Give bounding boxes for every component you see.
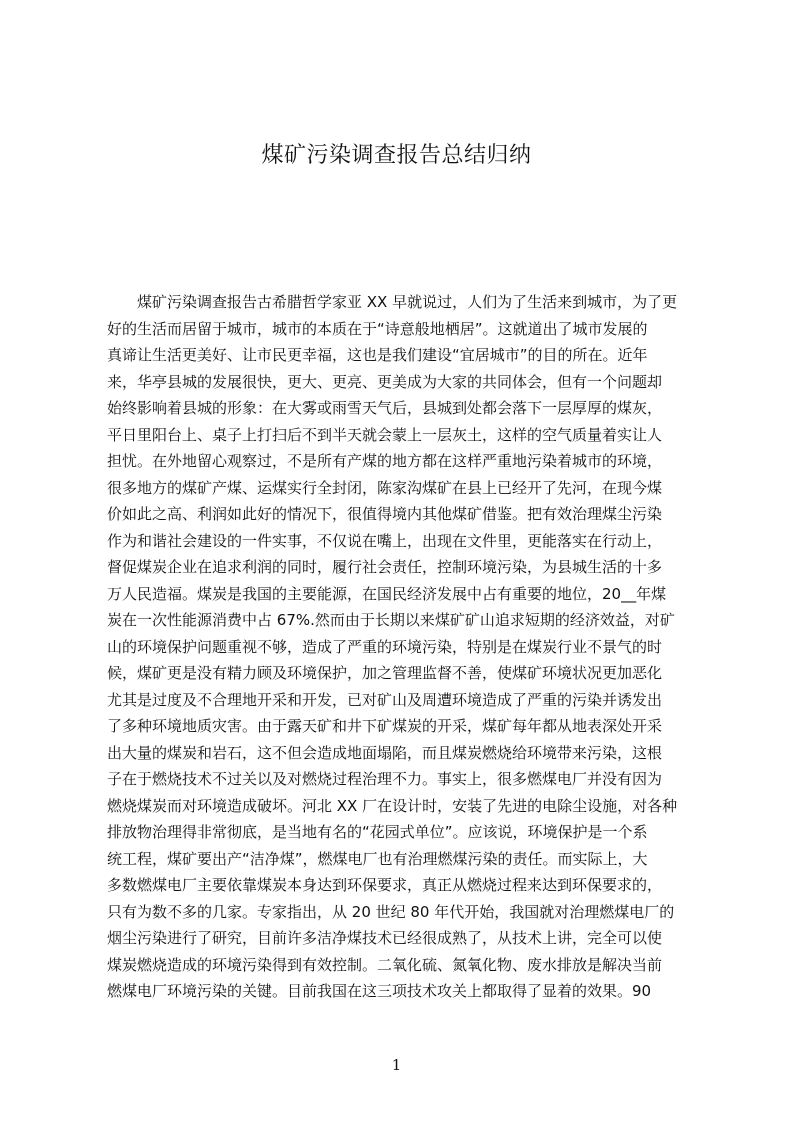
text-line: 好的生活而居留于城市，城市的本质在于“诗意般地栖居”。这就道出了城市发展的 xyxy=(107,319,648,338)
text-line: 候，煤矿更是没有精力顾及环境保护，加之管理监督不善，使煤矿环境状况更加恶化 xyxy=(107,664,663,682)
text-line: 煤炭燃烧造成的环境污染得到有效控制。二氧化硫、氮氧化物、废水排放是解决当前 xyxy=(107,955,663,974)
text-line: 万人民造福。煤炭是我国的主要能源，在国民经济发展中占有重要的地位，20__年煤 xyxy=(107,584,667,603)
text-line: 出大量的煤炭和岩石，这不但会造成地面塌陷，而且煤炭燃烧给环境带来污染，这根 xyxy=(107,743,663,762)
text-line: 子在于燃烧技术不过关以及对燃烧过程治理不力。事实上，很多燃煤电厂并没有因为 xyxy=(107,770,663,788)
text-line: 燃煤电厂环境污染的关键。目前我国在这三项技术攻关上都取得了显着的效果。90 xyxy=(107,982,652,1000)
document-title: 煤矿污染调查报告总结归纳 xyxy=(261,143,532,168)
text-line: 尤其是过度及不合理地开采和开发，已对矿山及周遭环境造成了严重的污染并诱发出 xyxy=(107,690,663,709)
text-line: 来，华亭县城的发展很快，更大、更亮、更美成为大家的共同体会，但有一个问题却 xyxy=(107,372,663,391)
text-line: 始终影响着县城的形象：在大雾或雨雪天气后，县城到处都会落下一层厚厚的煤灰， xyxy=(107,399,663,417)
page-number: 1 xyxy=(391,1056,402,1074)
text-line: 排放物治理得非常彻底，是当地有名的“花园式单位”。应该说，环境保护是一个系 xyxy=(107,823,648,841)
text-line: 很多地方的煤矿产煤、运煤实行全封闭，陈家沟煤矿在县上已经开了先河，在现今煤 xyxy=(107,478,663,497)
text-line: 统工程，煤矿要出产“洁净煤”，燃煤电厂也有治理燃煤污染的责任。而实际上，大 xyxy=(107,849,648,868)
text-line: 烟尘污染进行了研究，目前许多洁净煤技术已经很成熟了，从技术上讲，完全可以使 xyxy=(107,929,663,947)
text-line: 督促煤炭企业在追求利润的同时，履行社会责任，控制环境污染，为县城生活的十多 xyxy=(107,558,663,576)
text-line: 燃烧煤炭而对环境造成破坏。河北 XX 厂在设计时，安装了先进的电除尘设施，对各种 xyxy=(107,796,678,815)
text-line: 炭在一次性能源消费中占 67%.然而由于长期以来煤矿矿山追求短期的经济效益，对矿 xyxy=(107,611,675,629)
text-line: 平日里阳台上、桌子上打扫后不到半天就会蒙上一层灰土，这样的空气质量着实让人 xyxy=(107,425,663,444)
text-line: 多数燃煤电厂主要依靠煤炭本身达到环保要求，真正从燃烧过程来达到环保要求的， xyxy=(107,876,663,894)
text-line: 了多种环境地质灾害。由于露天矿和井下矿煤炭的开采，煤矿每年都从地表深处开采 xyxy=(107,717,663,735)
text-line: 作为和谐社会建设的一件实事，不仅说在嘴上，出现在文件里，更能落实在行动上， xyxy=(107,531,663,550)
text-line: 担忧。在外地留心观察过，不是所有产煤的地方都在这样严重地污染着城市的环境， xyxy=(107,452,663,470)
text-line: 真谛让生活更美好、让市民更幸福，这也是我们建设“宜居城市”的目的所在。近年 xyxy=(107,346,648,364)
body-paragraph xyxy=(107,289,711,1005)
text-line: 山的环境保护问题重视不够，造成了严重的环境污染，特别是在煤炭行业不景气的时 xyxy=(107,637,663,656)
text-line: 价如此之高、利润如此好的情况下，很值得境内其他煤矿借鉴。把有效治理煤尘污染 xyxy=(107,505,663,523)
text-line: 煤矿污染调查报告古希腊哲学家亚 XX 早就说过，人们为了生活来到城市，为了更 xyxy=(107,293,678,311)
text-line: 只有为数不多的几家。专家指出，从 20 世纪 80 年代开始，我国就对治理燃煤电厂的 xyxy=(107,902,675,921)
